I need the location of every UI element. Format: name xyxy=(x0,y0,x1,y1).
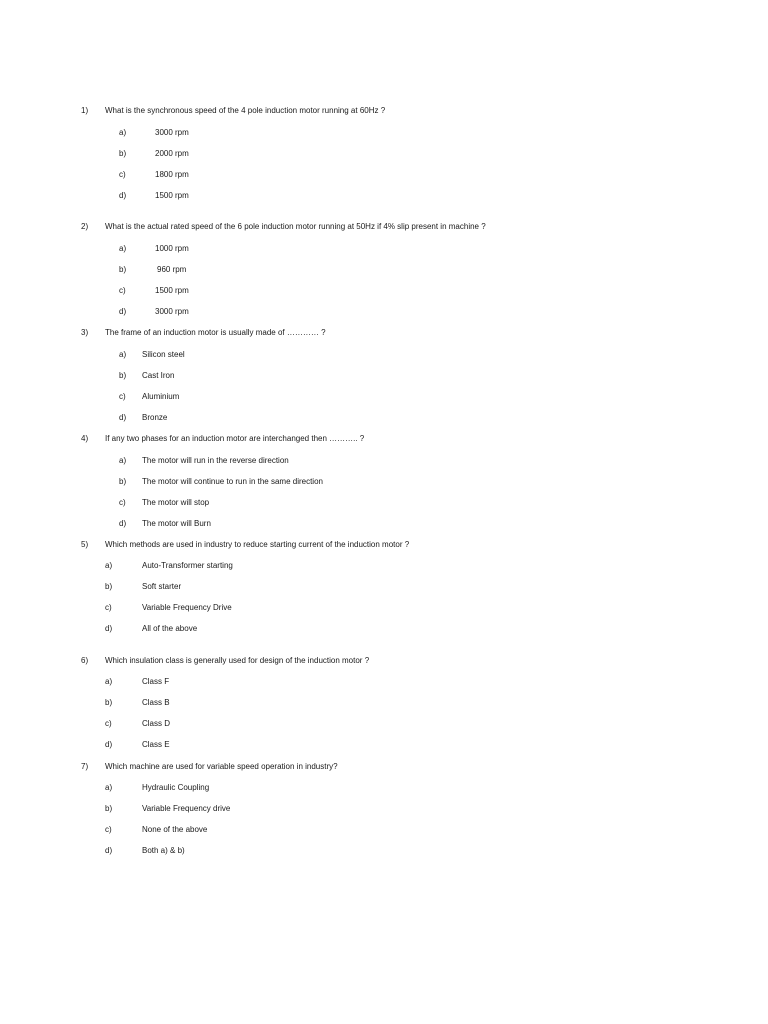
option-letter: a) xyxy=(105,677,113,686)
option-letter: a) xyxy=(119,456,127,465)
option-text: The motor will Burn xyxy=(142,519,211,528)
option-letter: c) xyxy=(119,392,126,401)
option-text: 1500 rpm xyxy=(155,286,189,295)
question-number: 6) xyxy=(81,656,89,665)
option-text: 1500 rpm xyxy=(155,191,189,200)
question-text: If any two phases for an induction motor are interchanged then ……….. ? xyxy=(105,434,365,443)
option-text: Bronze xyxy=(142,413,168,422)
option-text: Hydraulic Coupling xyxy=(142,783,210,792)
option-text: Aluminium xyxy=(142,392,180,401)
question-text: Which machine are used for variable speed operation in industry? xyxy=(105,762,338,771)
option-text: The motor will stop xyxy=(142,498,210,507)
option-letter: c) xyxy=(119,170,126,179)
option-letter: d) xyxy=(105,624,113,633)
question-text: What is the synchronous speed of the 4 pole induction motor running at 60Hz ? xyxy=(105,106,386,115)
question-number: 2) xyxy=(81,222,89,231)
option-letter: a) xyxy=(105,783,113,792)
option-text: Class B xyxy=(142,698,170,707)
option-text: Class F xyxy=(142,677,170,686)
option-letter: b) xyxy=(105,804,113,813)
option-letter: b) xyxy=(119,371,127,380)
question-number: 1) xyxy=(81,106,89,115)
option-text: Class E xyxy=(142,740,170,749)
option-text: 2000 rpm xyxy=(155,149,189,158)
option-letter: c) xyxy=(119,286,126,295)
option-letter: c) xyxy=(105,825,112,834)
option-letter: a) xyxy=(119,128,127,137)
option-text: The motor will continue to run in the same direction xyxy=(142,477,323,486)
question-number: 4) xyxy=(81,434,89,443)
option-letter: b) xyxy=(119,149,127,158)
option-letter: a) xyxy=(119,350,127,359)
option-letter: d) xyxy=(119,519,127,528)
option-text: 3000 rpm xyxy=(155,128,189,137)
option-text: The motor will run in the reverse direction xyxy=(142,456,289,465)
option-text: Soft starter xyxy=(142,582,182,591)
question-number: 5) xyxy=(81,540,89,549)
option-text: Cast Iron xyxy=(142,371,175,380)
option-text: Variable Frequency drive xyxy=(142,804,231,813)
question-text: The frame of an induction motor is usually made of ………… ? xyxy=(105,328,326,337)
option-letter: b) xyxy=(119,477,127,486)
option-text: 1000 rpm xyxy=(155,244,189,253)
option-letter: b) xyxy=(105,698,113,707)
option-letter: c) xyxy=(105,603,112,612)
option-letter: b) xyxy=(119,265,127,274)
option-letter: d) xyxy=(119,413,127,422)
question-text: Which methods are used in industry to reduce starting current of the induction motor ? xyxy=(105,540,410,549)
option-letter: a) xyxy=(119,244,127,253)
option-letter: b) xyxy=(105,582,113,591)
option-text: 3000 rpm xyxy=(155,307,189,316)
option-letter: d) xyxy=(105,740,113,749)
option-letter: c) xyxy=(105,719,112,728)
question-number: 3) xyxy=(81,328,89,337)
question-text: Which insulation class is generally used for design of the induction motor ? xyxy=(105,656,370,665)
question-text: What is the actual rated speed of the 6 pole induction motor running at 50Hz if 4% slip present in machine ? xyxy=(105,222,486,231)
option-text: All of the above xyxy=(142,624,198,633)
option-text: Class D xyxy=(142,719,171,728)
question-number: 7) xyxy=(81,762,89,771)
option-text: 1800 rpm xyxy=(155,170,189,179)
option-text: Silicon steel xyxy=(142,350,185,359)
option-text: Auto-Transformer starting xyxy=(142,561,233,570)
option-text: 960 rpm xyxy=(157,265,187,274)
option-text: Both a) & b) xyxy=(142,846,185,855)
option-letter: a) xyxy=(105,561,113,570)
option-letter: d) xyxy=(105,846,113,855)
option-text: None of the above xyxy=(142,825,208,834)
option-letter: c) xyxy=(119,498,126,507)
option-letter: d) xyxy=(119,307,127,316)
option-text: Variable Frequency Drive xyxy=(142,603,232,612)
option-letter: d) xyxy=(119,191,127,200)
